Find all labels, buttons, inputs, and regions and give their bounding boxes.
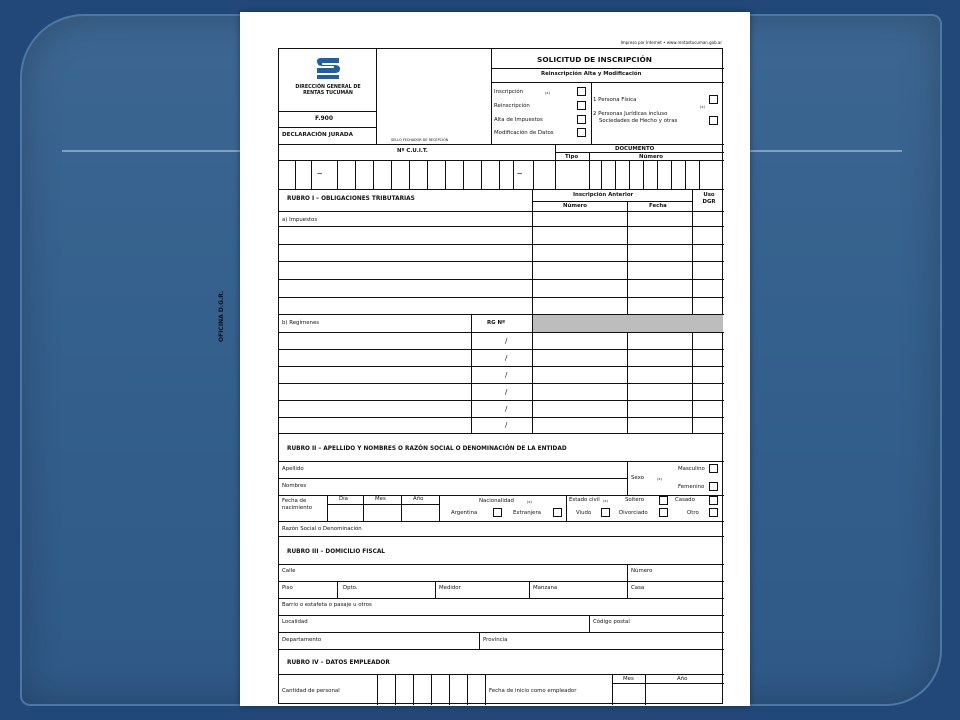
rubro1-heading: RUBRO I – OBLIGACIONES TRIBUTARIAS xyxy=(287,196,415,202)
inscripcion-anterior: Inscripción Anterior xyxy=(573,192,634,198)
x-mark-5: (x) xyxy=(603,499,608,503)
estado-civil-label: Estado civil xyxy=(569,497,600,503)
nacionalidad-label: Nacionalidad xyxy=(479,498,514,504)
uso-dgr: Uso DGR xyxy=(702,192,716,205)
checkbox-persona-fisica[interactable] xyxy=(709,95,718,104)
sello-label: SELLO FECHADOR DE RECEPCIÓN xyxy=(391,138,449,142)
casado-label: Casado xyxy=(675,497,695,503)
numero-domicilio-label: Número xyxy=(631,568,653,574)
anterior-numero: Número xyxy=(563,203,587,209)
dgr-logo-icon xyxy=(313,57,343,81)
checkbox-casado[interactable] xyxy=(709,496,718,505)
rg-label: RG Nº xyxy=(487,320,506,326)
rg-slash-6: / xyxy=(505,421,508,429)
checkbox-persona-juridica[interactable] xyxy=(709,116,718,125)
x-mark-4: (x) xyxy=(527,500,532,504)
checkbox-modificacion[interactable] xyxy=(577,128,586,137)
tipo-label: Tipo xyxy=(565,154,579,160)
rg-slash-5: / xyxy=(505,405,508,413)
mes-empleador-label: Mes xyxy=(623,676,634,682)
calle-label: Calle xyxy=(282,568,296,574)
mes-label: Mes xyxy=(375,496,386,502)
viudo-label: Viudo xyxy=(576,510,592,516)
x-mark-3: (x) xyxy=(657,477,662,481)
localidad-label: Localidad xyxy=(282,619,308,625)
otro-label: Otro xyxy=(687,510,699,516)
anio-label: Año xyxy=(413,496,424,502)
cuit-dash-2: — xyxy=(517,171,523,177)
rubro2-heading: RUBRO II – APELLIDO Y NOMBRES O RAZÓN SOCIAL O DENOMINACIÓN DE LA ENTIDAD xyxy=(287,446,567,452)
documento-label: DOCUMENTO xyxy=(615,146,655,152)
sexo-label: Sexo xyxy=(631,475,644,481)
oficina-dgr-label: OFICINA D.G.R. xyxy=(218,290,225,342)
option-reinscripcion: Reinscripción xyxy=(494,103,530,109)
x-mark-2: (x) xyxy=(700,105,705,109)
divorciado-label: Divorciado xyxy=(619,510,648,516)
fecha-nacimiento-label: Fecha de nacimiento xyxy=(282,498,313,511)
sociedades: Sociedades de Hecho y otras xyxy=(599,118,678,124)
argentina-label: Argentina xyxy=(451,510,478,516)
rg-slash-3: / xyxy=(505,371,508,379)
checkbox-argentina[interactable] xyxy=(493,508,502,517)
piso-label: Piso xyxy=(282,585,293,591)
cuit-label: Nº C.U.I.T. xyxy=(397,148,428,154)
provincia-label: Provincia xyxy=(483,637,508,643)
rg-slash-4: / xyxy=(505,388,508,396)
checkbox-extranjera[interactable] xyxy=(553,508,562,517)
persona-fisica: 1 Persona Física xyxy=(593,97,637,103)
soltero-label: Soltero xyxy=(625,497,645,503)
extranjera-label: Extranjera xyxy=(513,510,541,516)
checkbox-alta[interactable] xyxy=(577,115,586,124)
persona-juridica: 2 Personas Jurídicas incluso xyxy=(593,111,668,117)
rg-slash-1: / xyxy=(505,337,508,345)
checkbox-soltero[interactable] xyxy=(659,496,668,505)
rubro4-heading: RUBRO IV – DATOS EMPLEADOR xyxy=(287,660,390,666)
form-page xyxy=(218,12,750,706)
nombres-label: Nombres xyxy=(282,483,307,489)
impuestos-label: a) Impuestos xyxy=(282,217,318,223)
option-inscripcion: Inscripción xyxy=(494,89,524,95)
departamento-label: Departamento xyxy=(282,637,322,643)
dia-label: Día xyxy=(339,496,348,502)
form-frame xyxy=(278,48,723,704)
cantidad-personal-label: Cantidad de personal xyxy=(282,688,340,694)
manzana-label: Manzana xyxy=(533,585,558,591)
femenino-label: Femenino xyxy=(678,484,705,490)
barrio-label: Barrio o estafeta o pasaje u otros xyxy=(282,602,372,608)
cuit-dash-1: — xyxy=(317,171,323,177)
form-subtitle: Reinscripción Alta y Modificación xyxy=(541,71,642,77)
org-name: DIRECCIÓN GENERAL DE RENTAS TUCUMÁN xyxy=(295,85,361,96)
rg-slash-2: / xyxy=(505,354,508,362)
fecha-inicio-label: Fecha de inicio como empleador xyxy=(489,688,577,694)
declaracion-jurada: DECLARACIÓN JURADA xyxy=(282,132,353,138)
razon-social-label: Razón Social o Denominación xyxy=(282,526,362,532)
form-code: F.900 xyxy=(315,115,334,122)
x-mark-1: (x) xyxy=(545,91,550,95)
casa-label: Casa xyxy=(631,585,645,591)
shaded-area xyxy=(533,315,723,332)
regimenes-label: b) Regímenes xyxy=(282,320,320,326)
checkbox-inscripcion[interactable] xyxy=(577,87,586,96)
rubro3-heading: RUBRO III – DOMICILIO FISCAL xyxy=(287,549,386,555)
checkbox-divorciado[interactable] xyxy=(659,508,668,517)
codigo-postal-label: Código postal xyxy=(593,619,630,625)
checkbox-masculino[interactable] xyxy=(709,464,718,473)
anio-empleador-label: Año xyxy=(677,676,688,682)
checkbox-otro[interactable] xyxy=(709,508,718,517)
printed-by-text: Impreso por Internet • www.rentastucuman.gob.ar xyxy=(620,40,722,45)
numero-label: Número xyxy=(639,154,663,160)
checkbox-femenino[interactable] xyxy=(709,482,718,491)
checkbox-reinscripcion[interactable] xyxy=(577,101,586,110)
dpto-label: Dpto. xyxy=(343,585,358,591)
option-modificacion: Modificación de Datos xyxy=(494,130,554,136)
apellido-label: Apellido xyxy=(282,466,304,472)
anterior-fecha: Fecha xyxy=(649,203,667,209)
checkbox-viudo[interactable] xyxy=(601,508,610,517)
form-title: SOLICITUD DE INSCRIPCIÓN xyxy=(537,55,652,64)
option-alta: Alta de Impuestos xyxy=(494,117,543,123)
medidor-label: Medidor xyxy=(439,585,461,591)
masculino-label: Masculino xyxy=(678,466,705,472)
